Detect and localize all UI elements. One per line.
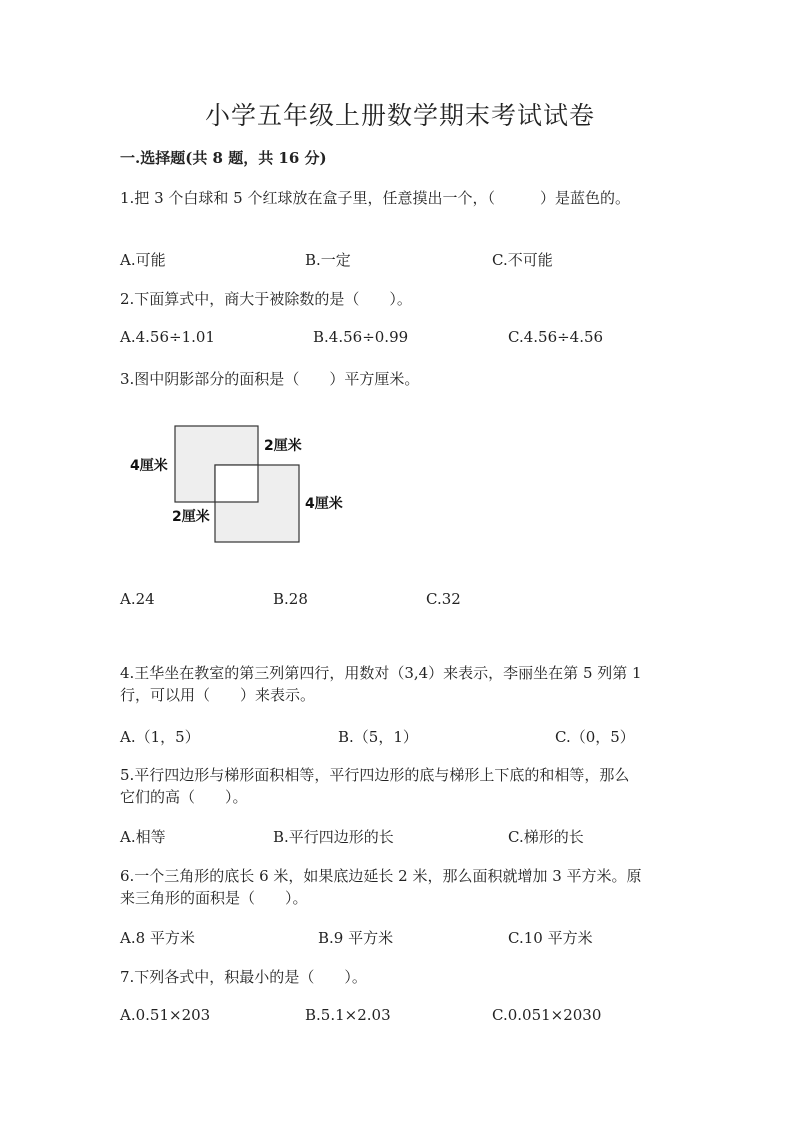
q7-option-b: B.5.1×2.03	[305, 1006, 391, 1024]
label-left: 4厘米	[130, 458, 168, 474]
q6-option-a: A.8 平方米	[120, 929, 195, 947]
question-3-stem: 3.图中阴影部分的面积是（ ）平方厘米。	[120, 370, 420, 388]
overlapping-squares-figure	[120, 412, 360, 556]
q1-option-b: B.一定	[305, 251, 351, 269]
question-4-stem-line2: 行，可以用（ ）来表示。	[120, 686, 316, 704]
q7-option-a: A.0.51×203	[120, 1006, 211, 1024]
q5-option-a: A.相等	[120, 828, 166, 846]
q6-option-b: B.9 平方米	[318, 929, 394, 947]
label-right: 4厘米	[305, 496, 343, 512]
q3-option-c: C.32	[426, 590, 461, 608]
q3-option-b: B.28	[273, 590, 308, 608]
q5-option-c: C.梯形的长	[508, 828, 584, 846]
section-heading: 一.选择题(共 8 题，共 16 分)	[120, 149, 327, 167]
q2-option-c: C.4.56÷4.56	[508, 328, 604, 346]
question-1-stem: 1.把 3 个白球和 5 个红球放在盒子里，任意摸出一个，（ ）是蓝色的。	[120, 189, 630, 207]
q3-option-a: A.24	[120, 590, 155, 608]
q1-option-a: A.可能	[120, 251, 166, 269]
overlap-square	[215, 465, 258, 502]
q7-option-c: C.0.051×2030	[492, 1006, 602, 1024]
question-6-stem-line1: 6.一个三角形的底长 6 米，如果底边延长 2 米，那么面积就增加 3 平方米。原	[120, 867, 642, 885]
question-5-stem-line2: 它们的高（ ）。	[120, 788, 248, 806]
question-4-stem-line1: 4.王华坐在教室的第三列第四行，用数对（3,4）来表示，李丽坐在第 5 列第 1	[120, 664, 642, 682]
label-top-right: 2厘米	[264, 438, 302, 454]
question-5-stem-line1: 5.平行四边形与梯形面积相等，平行四边形的底与梯形上下底的和相等，那么	[120, 766, 630, 784]
q4-option-a: A.（1，5）	[120, 728, 200, 746]
q5-option-b: B.平行四边形的长	[273, 828, 394, 846]
q1-option-c: C.不可能	[492, 251, 553, 269]
q2-option-b: B.4.56÷0.99	[313, 328, 409, 346]
q4-option-b: B.（5，1）	[338, 728, 418, 746]
question-2-stem: 2.下面算式中，商大于被除数的是（ ）。	[120, 290, 412, 308]
q2-option-a: A.4.56÷1.01	[120, 328, 215, 346]
question-6-stem-line2: 来三角形的面积是（ ）。	[120, 889, 308, 907]
question-7-stem: 7.下列各式中，积最小的是（ ）。	[120, 968, 367, 986]
q4-option-c: C.（0，5）	[555, 728, 635, 746]
label-bottom-left: 2厘米	[172, 509, 210, 525]
q6-option-c: C.10 平方米	[508, 929, 593, 947]
page-title: 小学五年级上册数学期末考试试卷	[204, 101, 595, 130]
